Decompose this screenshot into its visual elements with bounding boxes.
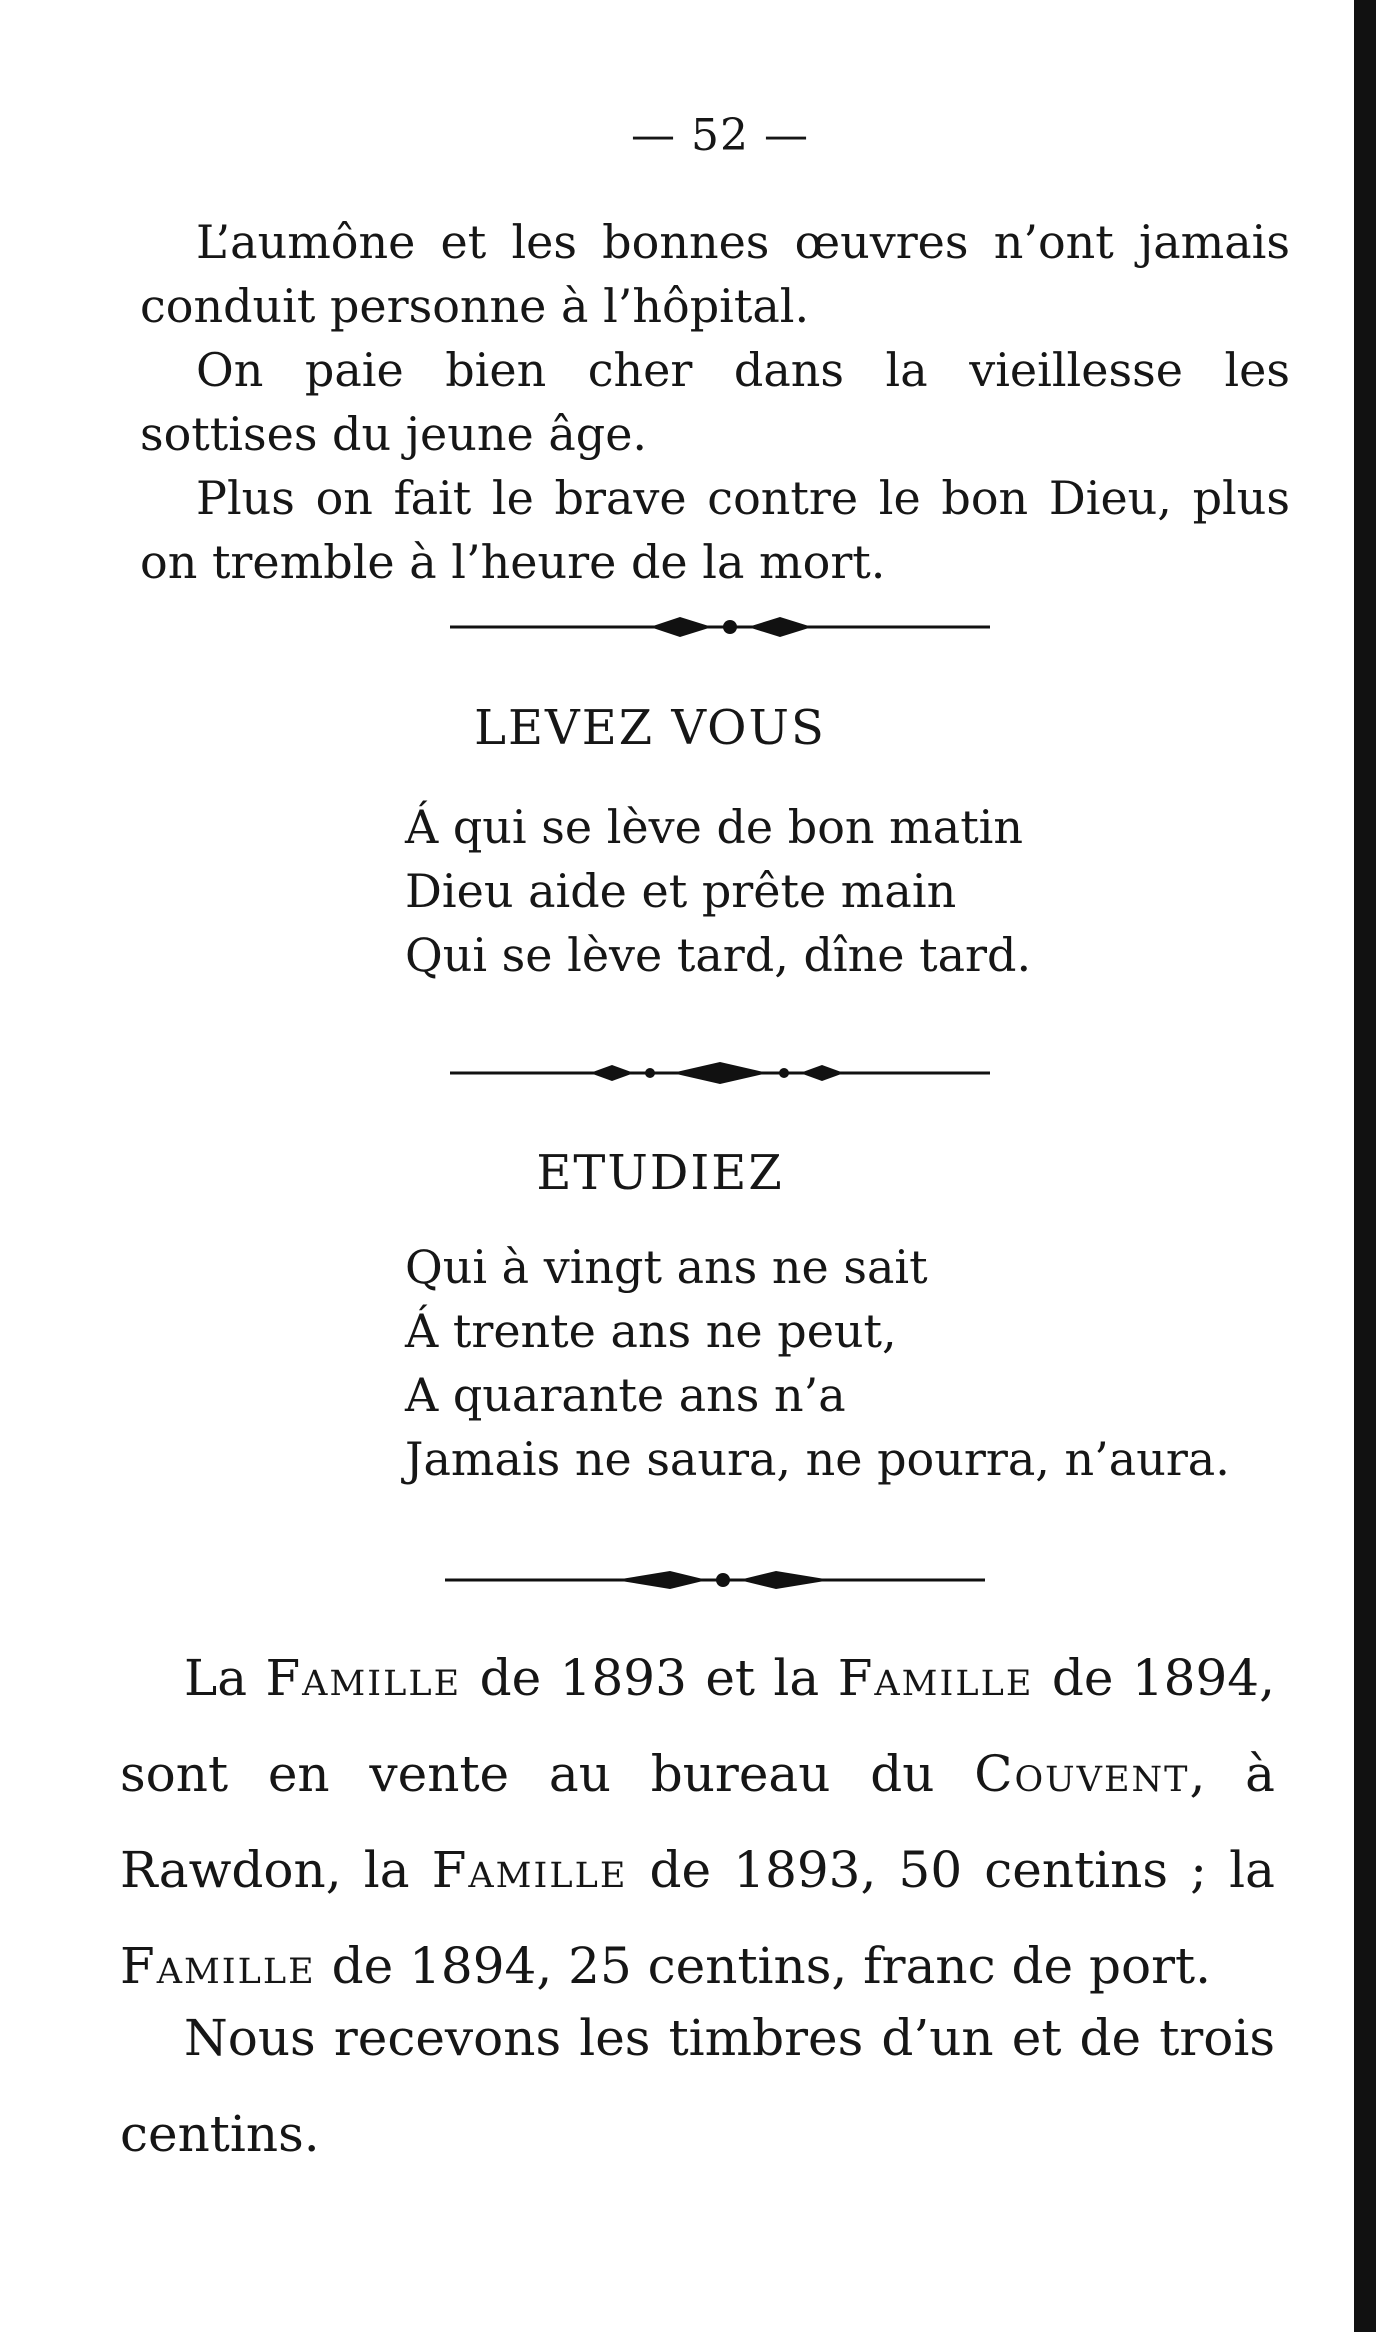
page-edge-shadow xyxy=(1354,0,1376,2332)
verse-levez-vous xyxy=(405,795,1031,987)
ornament-divider-3 xyxy=(445,1565,985,1595)
heading-etudiez: ETUDIEZ xyxy=(536,1145,784,1201)
verse-line: Jamais ne saura, ne pourra, n’aura. xyxy=(405,1432,1230,1486)
couvent-word: Couvent xyxy=(974,1745,1190,1803)
verse-etudiez xyxy=(405,1235,1230,1491)
verse-line: A quarante ans n’a xyxy=(405,1368,846,1422)
proverb-2: On paie bien cher dans la vieillesse les sottises du jeune âge. xyxy=(140,343,1290,461)
famille-word: Famille xyxy=(431,1841,628,1899)
verse-line: Á trente ans ne peut, xyxy=(405,1304,897,1358)
notice-stamps: Nous recevons les timbres d’un et de trois centins. xyxy=(120,2009,1275,2163)
heading-levez-vous: LEVEZ VOUS xyxy=(474,700,826,756)
proverb-3: Plus on fait le brave contre le bon Dieu, plus on tremble à l’heure de la mort. xyxy=(140,471,1290,589)
verse-line: Qui se lève tard, dîne tard. xyxy=(405,928,1032,982)
verse-line: Dieu aide et prête main xyxy=(405,864,957,918)
notice-paragraph: La Famille de 1893 et la Famille de 1894, sont en vente au bureau du Couvent, à Rawdon, la Famille de 1893, 50 centins ; la Famille de 1894, 25 centins, franc de port. xyxy=(120,1649,1276,1995)
famille-word: Famille xyxy=(120,1937,316,1995)
proverb-1: L’aumône et les bonnes œuvres n’ont jamais conduit personne à l’hôpital. xyxy=(140,215,1290,333)
verse-line: Á qui se lève de bon matin xyxy=(405,800,1024,854)
famille-word: Famille xyxy=(265,1649,462,1707)
page-number: — 52 — xyxy=(631,110,809,161)
famille-word: Famille xyxy=(837,1649,1034,1707)
ornament-divider-2 xyxy=(450,1058,990,1088)
verse-line: Qui à vingt ans ne sait xyxy=(405,1240,928,1294)
ornament-divider-1 xyxy=(450,612,990,642)
